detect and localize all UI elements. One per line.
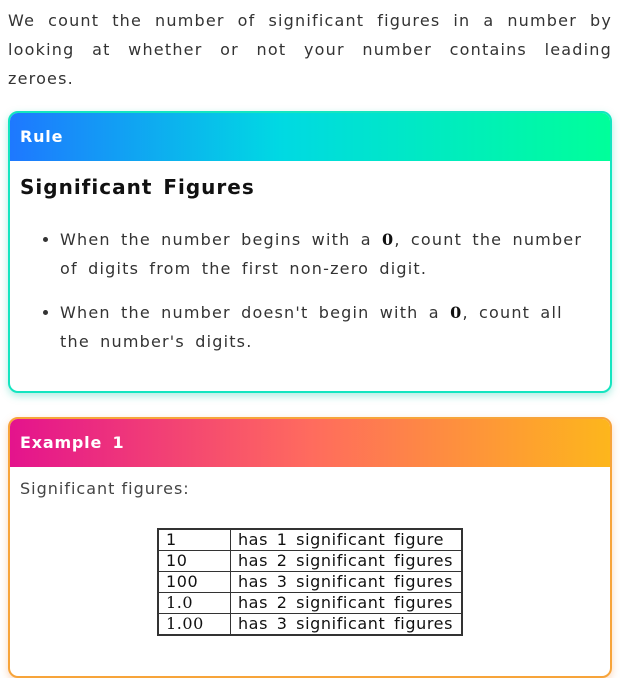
rule-item: [60, 298, 592, 356]
rule-title: Significant Figures: [20, 175, 255, 199]
example-box: [8, 417, 612, 678]
sig-fig-table: [157, 528, 463, 636]
table-row: [158, 593, 462, 614]
number-cell: 100: [158, 572, 231, 593]
number-cell: 10: [158, 551, 231, 572]
number-cell: 1: [158, 529, 231, 551]
rule-item-text: When the number doesn't begin with a: [60, 303, 451, 322]
rule-item-text: , count the number of digits from the first non-zero digit.: [60, 230, 583, 278]
description-cell: has 2 significant figures: [230, 593, 462, 614]
description-cell: has 3 significant figures: [230, 572, 462, 593]
description-cell: has 3 significant figures: [230, 614, 462, 636]
rule-header: Rule: [10, 113, 610, 161]
table-row: [158, 614, 462, 636]
number-cell: 1.0: [158, 593, 231, 614]
math-zero: 0: [450, 303, 463, 322]
rule-body: [10, 161, 610, 391]
description-cell: has 1 significant figure: [230, 529, 462, 551]
number-cell: 1.00: [158, 614, 231, 636]
intro-paragraph: We count the number of significant figures in a number by looking at whether or not your number contains leading zeroes.: [8, 11, 612, 88]
table-row: [158, 572, 462, 593]
rule-list: [20, 225, 592, 356]
rule-item-text: When the number begins with a: [60, 230, 382, 249]
rule-item-text: , count all the number's digits.: [60, 303, 563, 351]
rule-box: [8, 111, 612, 393]
example-body: [10, 467, 610, 676]
description-cell: has 2 significant figures: [230, 551, 462, 572]
math-zero: 0: [382, 230, 395, 249]
example-intro: Significant figures:: [20, 479, 190, 498]
example-header: Example 1: [10, 419, 610, 467]
table-row: [158, 551, 462, 572]
rule-item: [60, 225, 592, 283]
table-row: [158, 529, 462, 551]
